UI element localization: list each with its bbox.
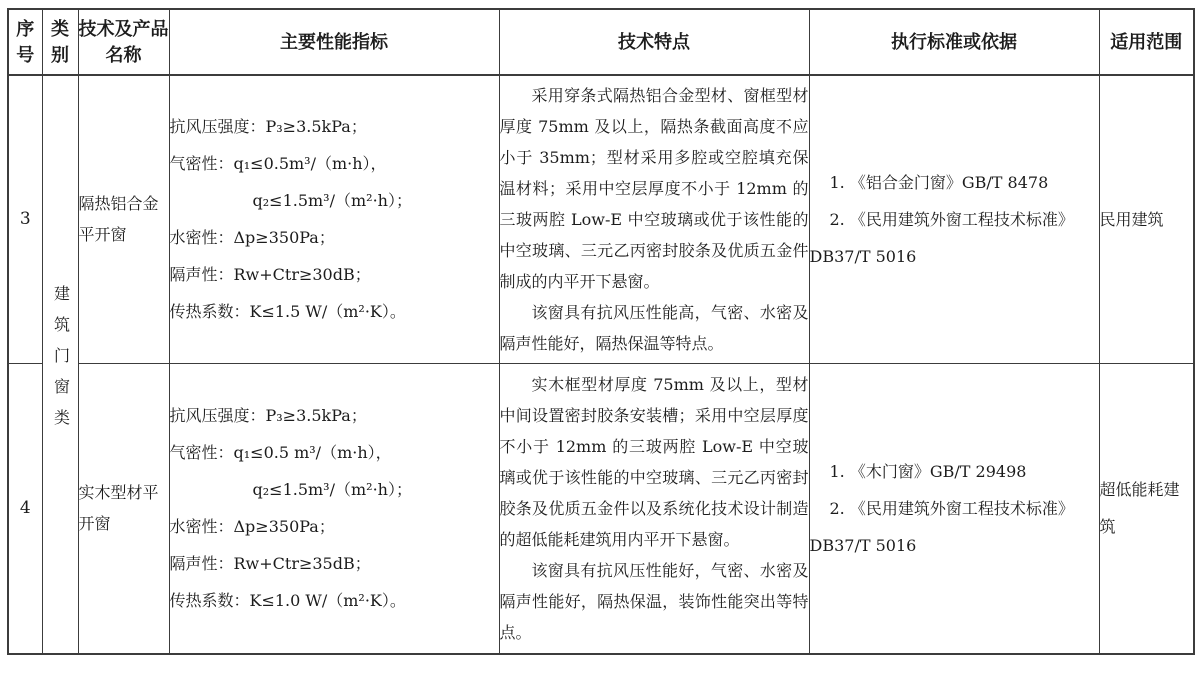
performance-line: q₂≤1.5m³/（m²·h）； [252, 480, 412, 500]
standard-line: 1. 《铝合金门窗》GB/T 8478 [829, 172, 1049, 192]
header-product-name: 技术及产品名称 [78, 9, 169, 75]
performance-line: 抗风压强度：P₃≥3.5kPa； [169, 117, 367, 137]
features-paragraph: 实木框型材厚度 75mm 及以上，型材中间设置密封胶条安装槽；采用中空层厚度不小于 12mm 的三玻两腔 Low-E 中空玻璃或优于该性能的中空玻璃、三元乙丙密封胶条及优质五金件以及系统化技术设计制造的超低能耗建筑用内平开下悬窗。 [499, 374, 809, 549]
performance-line: 气密性：q₁≤0.5 m³/（m·h）， [169, 443, 392, 463]
performance-line: 隔声性：Rw+Ctr≥30dB； [169, 265, 371, 285]
standard-line: DB37/T 5016 [809, 246, 917, 266]
standards-cell [809, 75, 1099, 363]
header-serial-number: 序号 [8, 9, 42, 75]
features-cell [499, 363, 809, 654]
features-paragraph: 该窗具有抗风压性能好，气密、水密及隔声性能好，隔热保温，装饰性能突出等特点。 [499, 560, 809, 642]
performance-line: 水密性：Δp≥350Pa； [169, 228, 335, 248]
features-paragraph: 采用穿条式隔热铝合金型材、窗框型材厚度 75mm 及以上，隔热条截面高度不应小于 35mm；型材采用多腔或空腔填充保温材料；采用中空层厚度不小于 12mm 的三玻两腔 Low-E 中空玻璃或优于该性能的中空玻璃、三元乙丙密封胶条及优质五金件制成的内平开下悬窗。 [499, 85, 809, 291]
scope-cell: 民用建筑 [1099, 75, 1194, 363]
header-row [8, 9, 1194, 75]
standard-line: DB37/T 5016 [809, 535, 917, 555]
performance-line: 隔声性：Rw+Ctr≥35dB； [169, 554, 371, 574]
performance-line: q₂≤1.5m³/（m²·h）； [252, 191, 412, 211]
performance-line: 气密性：q₁≤0.5m³/（m·h）， [169, 154, 387, 174]
scope-cell: 超低能耗建筑 [1099, 363, 1194, 654]
row-serial-number: 3 [8, 75, 42, 363]
products-table [7, 8, 1195, 655]
category-cell [42, 75, 78, 654]
category-label: 建筑门窗类 [51, 285, 71, 440]
table-row [8, 75, 1194, 363]
performance-line: 传热系数：K≤1.0 W/（m²·K）。 [169, 591, 406, 611]
performance-line: 水密性：Δp≥350Pa； [169, 517, 335, 537]
performance-cell [169, 75, 499, 363]
header-technical-features: 技术特点 [499, 9, 809, 75]
standards-cell [809, 363, 1099, 654]
header-standards: 执行标准或依据 [809, 9, 1099, 75]
performance-line: 抗风压强度：P₃≥3.5kPa； [169, 406, 367, 426]
features-paragraph: 该窗具有抗风压性能高，气密、水密及隔声性能好，隔热保温等特点。 [499, 302, 809, 353]
row-serial-number: 4 [8, 363, 42, 654]
performance-line: 传热系数：K≤1.5 W/（m²·K）。 [169, 302, 406, 322]
standard-line: 1. 《木门窗》GB/T 29498 [829, 461, 1027, 481]
header-applicable-scope: 适用范围 [1099, 9, 1194, 75]
standard-line: 2. 《民用建筑外窗工程技术标准》 [829, 498, 1074, 518]
product-name-cell: 隔热铝合金平开窗 [78, 75, 169, 363]
header-category: 类别 [42, 9, 78, 75]
table-row [8, 363, 1194, 654]
standard-line: 2. 《民用建筑外窗工程技术标准》 [829, 209, 1074, 229]
performance-cell [169, 363, 499, 654]
header-performance-indicators: 主要性能指标 [169, 9, 499, 75]
features-cell [499, 75, 809, 363]
product-name-cell: 实木型材平开窗 [78, 363, 169, 654]
